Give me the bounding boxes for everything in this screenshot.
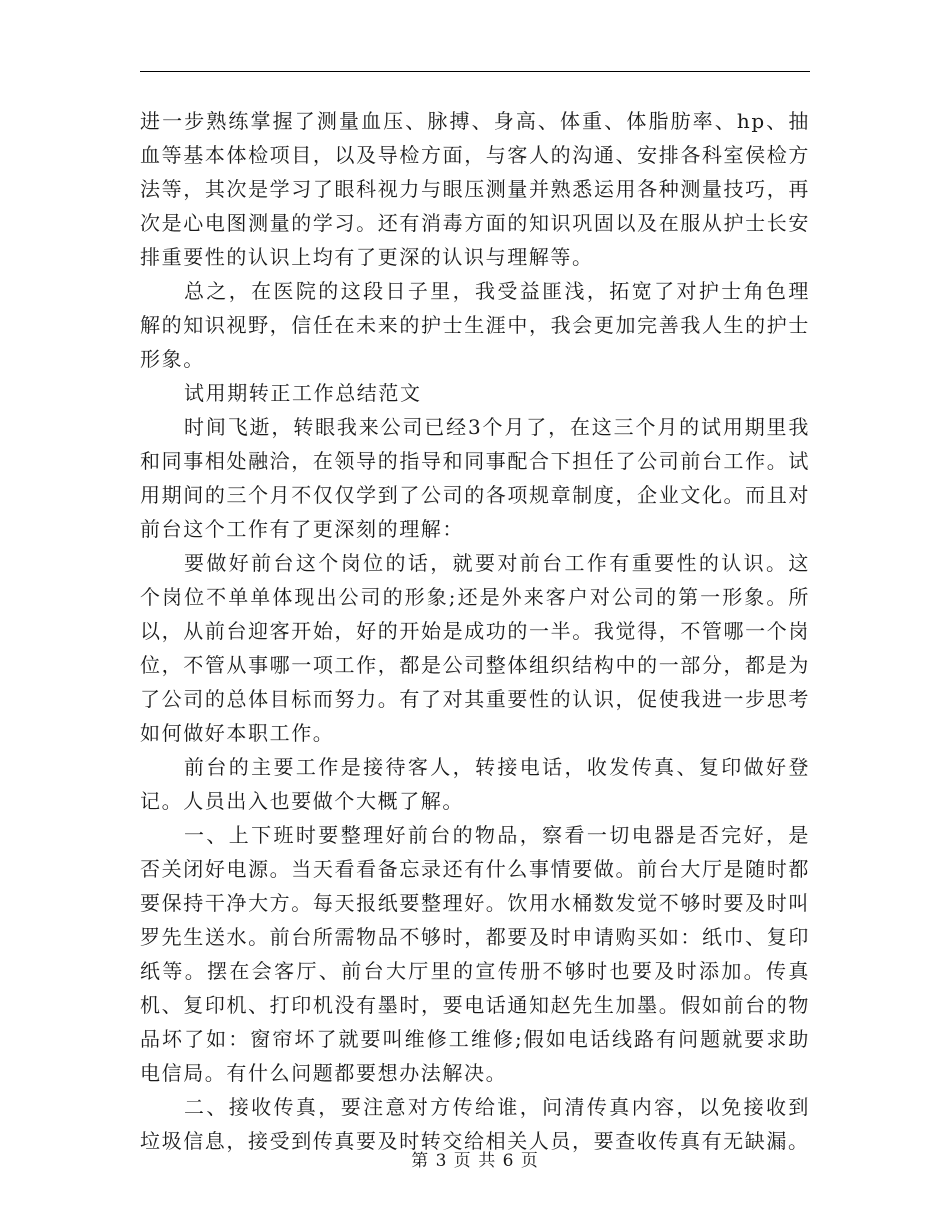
paragraph: 要做好前台这个岗位的话，就要对前台工作有重要性的认识。这个岗位不单单体现出公司的形象;还是外来客户对公司的第一形象。所以，从前台迎客开始，好的开始是成功的一半。我觉得，不管哪一个岗位，不管从事哪一项工作，都是公司整体组织结构中的一部分，都是为了公司的总体目标而努力。有了对其重要性的认识，促使我进一步思考如何做好本职工作。	[140, 551, 810, 745]
paragraph: 前台的主要工作是接待客人，转接电话，收发传真、复印做好登记。人员出入也要做个大概了解。	[140, 755, 810, 813]
header-rule	[140, 71, 810, 72]
paragraph: 进一步熟练掌握了测量血压、脉搏、身高、体重、体脂肪率、hp、抽血等基本体检项目，以及导检方面，与客人的沟通、安排各科室侯检方法等，其次是学习了眼科视力与眼压测量并熟悉运用各种测量技巧，再次是心电图测量的学习。还有消毒方面的知识巩固以及在服从护士长安排重要性的认识上均有了更深的认识与理解等。	[140, 109, 810, 269]
page-number: 第 3 页 共 6 页	[411, 1151, 539, 1171]
section-title: 试用期转正工作总结范文	[184, 381, 422, 405]
paragraph: 时间飞逝，转眼我来公司已经3个月了，在这三个月的试用期里我和同事相处融洽，在领导的指导和同事配合下担任了公司前台工作。试用期间的三个月不仅仅学到了公司的各项规章制度，企业文化。而且对前台这个工作有了更深刻的理解：	[140, 415, 810, 541]
document-body	[140, 104, 810, 1158]
paragraph: 一、上下班时要整理好前台的物品，察看一切电器是否完好，是否关闭好电源。当天看看备忘录还有什么事情要做。前台大厅是随时都要保持干净大方。每天报纸要整理好。饮用水桶数发觉不够时要及时叫罗先生送水。前台所需物品不够时，都要及时申请购买如：纸巾、复印纸等。摆在会客厅、前台大厅里的宣传册不够时也要及时添加。传真机、复印机、打印机没有墨时，要电话通知赵先生加墨。假如前台的物品坏了如：窗帘坏了就要叫维修工维修;假如电话线路有问题就要求助电信局。有什么问题都要想办法解决。	[140, 823, 810, 1085]
paragraph: 二、接收传真，要注意对方传给谁，问清传真内容，以免接收到垃圾信息，接受到传真要及时转交给相关人员，要查收传真有无缺漏。	[140, 1095, 810, 1153]
paragraph: 总之，在医院的这段日子里，我受益匪浅，拓宽了对护士角色理解的知识视野，信任在未来的护士生涯中，我会更加完善我人生的护士形象。	[140, 279, 810, 371]
